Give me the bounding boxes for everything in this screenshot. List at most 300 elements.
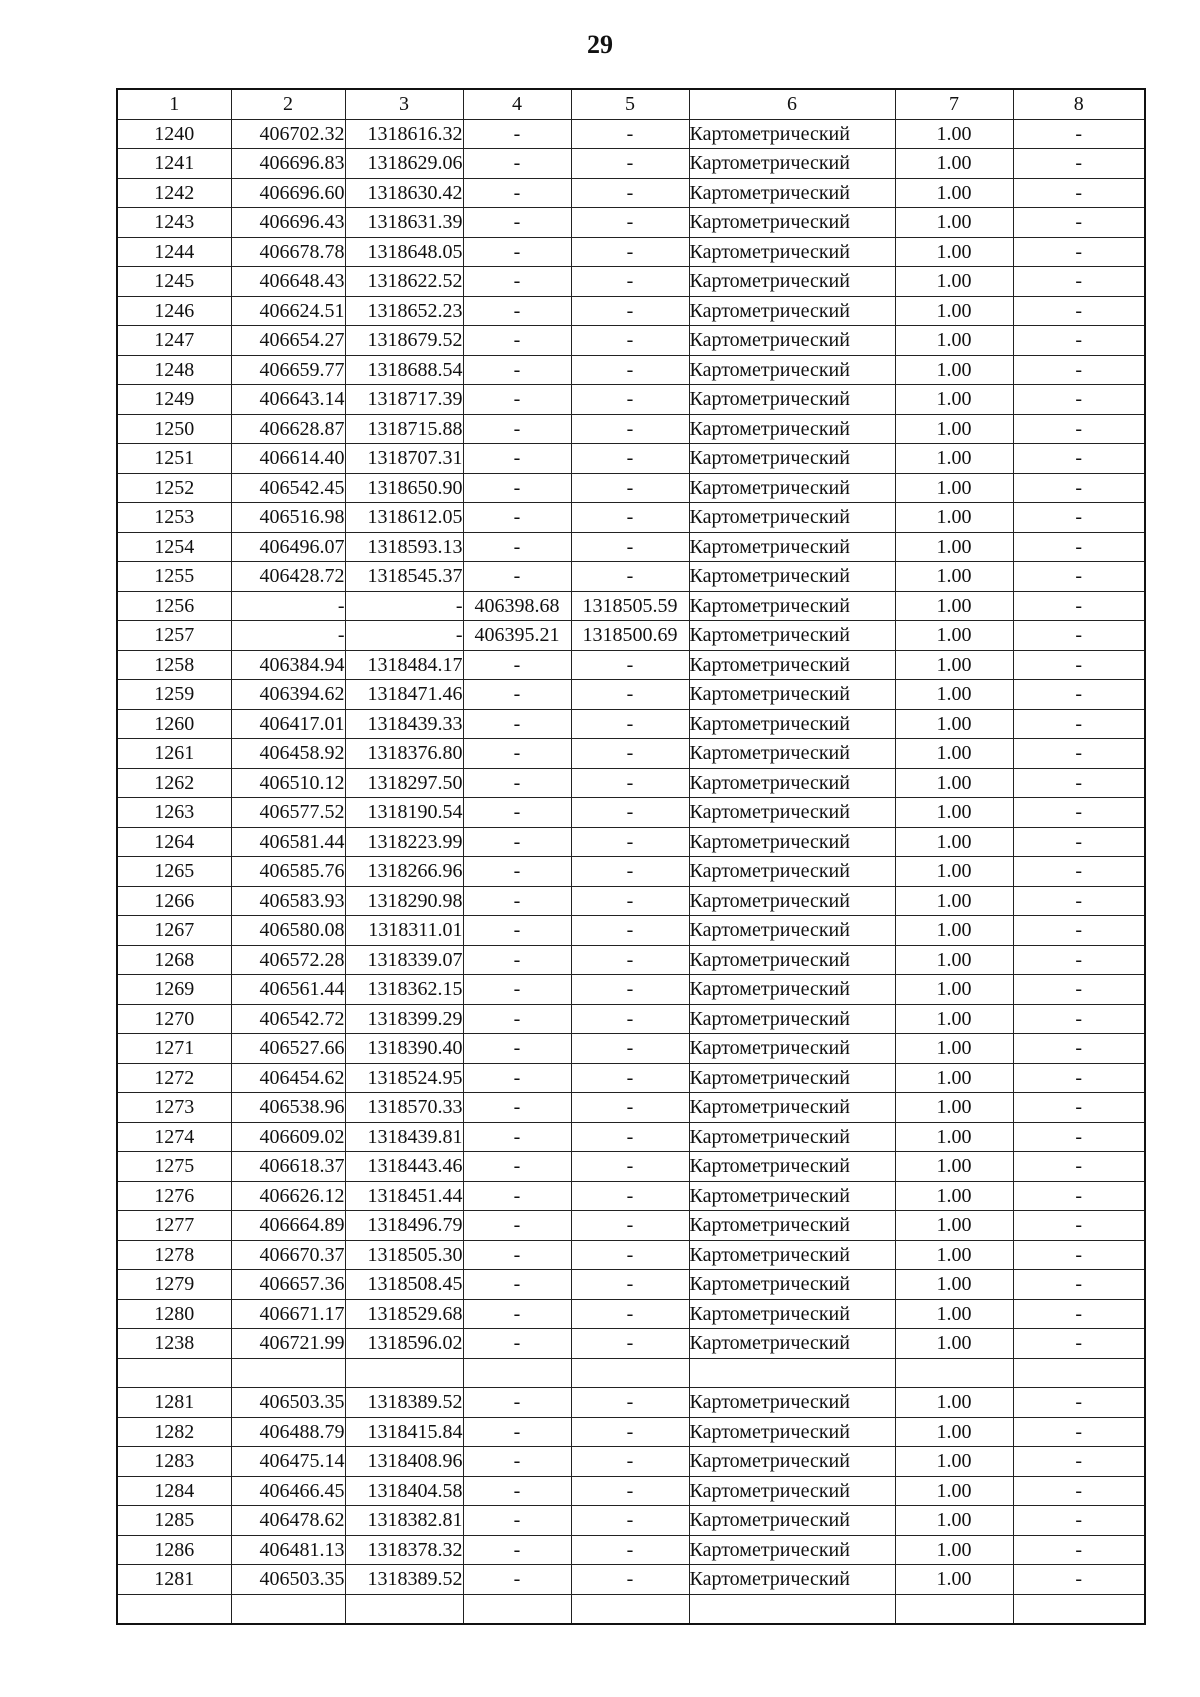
table-cell: 406624.51 — [231, 296, 345, 326]
column-header: 8 — [1013, 89, 1145, 119]
table-row — [117, 1358, 1145, 1388]
table-cell: 1275 — [117, 1152, 231, 1182]
table-cell: - — [231, 591, 345, 621]
column-header: 3 — [345, 89, 463, 119]
table-cell: - — [463, 355, 571, 385]
table-cell: - — [1013, 1240, 1145, 1270]
table-cell: 1318378.32 — [345, 1535, 463, 1565]
page-number: 29 — [587, 30, 613, 59]
table-cell: 1318652.23 — [345, 296, 463, 326]
table-cell: - — [571, 1240, 689, 1270]
table-cell: 406702.32 — [231, 119, 345, 149]
table-cell: - — [463, 149, 571, 179]
table-cell: Картометрический — [689, 208, 895, 238]
table-cell: 1.00 — [895, 621, 1013, 651]
table-row — [117, 591, 1145, 621]
table-cell: - — [463, 208, 571, 238]
table-cell: Картометрический — [689, 1565, 895, 1595]
table-cell: - — [571, 1181, 689, 1211]
table-cell: 1242 — [117, 178, 231, 208]
table-row — [117, 267, 1145, 297]
table-cell: Картометрический — [689, 473, 895, 503]
column-header: 2 — [231, 89, 345, 119]
table-cell: 1.00 — [895, 827, 1013, 857]
table-cell: 1255 — [117, 562, 231, 592]
table-cell: - — [463, 650, 571, 680]
table-cell: 406670.37 — [231, 1240, 345, 1270]
table-cell: - — [571, 1476, 689, 1506]
table-cell: - — [571, 444, 689, 474]
table-row — [117, 532, 1145, 562]
table-cell: 1318311.01 — [345, 916, 463, 946]
table-cell: 1318439.81 — [345, 1122, 463, 1152]
table-cell: - — [1013, 149, 1145, 179]
table-cell: - — [463, 1299, 571, 1329]
table-cell: 406496.07 — [231, 532, 345, 562]
table-cell: - — [571, 1034, 689, 1064]
table-cell: 1246 — [117, 296, 231, 326]
table-cell: 406659.77 — [231, 355, 345, 385]
table-cell: 1278 — [117, 1240, 231, 1270]
table-row — [117, 355, 1145, 385]
table-cell: 406696.43 — [231, 208, 345, 238]
table-cell: 1286 — [117, 1535, 231, 1565]
table-row — [117, 1063, 1145, 1093]
table-cell: 1318505.30 — [345, 1240, 463, 1270]
table-cell: 406516.98 — [231, 503, 345, 533]
table-cell: - — [1013, 975, 1145, 1005]
table-cell: 406475.14 — [231, 1447, 345, 1477]
table-cell: - — [463, 739, 571, 769]
table-cell: 1318451.44 — [345, 1181, 463, 1211]
table-cell: Картометрический — [689, 1506, 895, 1536]
table-cell: 1244 — [117, 237, 231, 267]
table-cell: - — [345, 621, 463, 651]
table-cell: 406417.01 — [231, 709, 345, 739]
table-cell: 406671.17 — [231, 1299, 345, 1329]
table-cell: 1.00 — [895, 296, 1013, 326]
table-cell: 406466.45 — [231, 1476, 345, 1506]
table-cell: 1318290.98 — [345, 886, 463, 916]
table-cell: 406384.94 — [231, 650, 345, 680]
table-cell: 1.00 — [895, 945, 1013, 975]
table-cell: 406583.93 — [231, 886, 345, 916]
table-cell: Картометрический — [689, 1122, 895, 1152]
table-cell: - — [1013, 1388, 1145, 1418]
table-cell: 1245 — [117, 267, 231, 297]
table-cell: 406481.13 — [231, 1535, 345, 1565]
table-row — [117, 1004, 1145, 1034]
table-row — [117, 1594, 1145, 1624]
table-cell: Картометрический — [689, 827, 895, 857]
table-row — [117, 680, 1145, 710]
table-cell: Картометрический — [689, 975, 895, 1005]
table-cell: 1248 — [117, 355, 231, 385]
table-cell: Картометрический — [689, 444, 895, 474]
table-cell: - — [571, 768, 689, 798]
table-cell: 1.00 — [895, 149, 1013, 179]
table-cell: - — [571, 1417, 689, 1447]
table-cell: - — [571, 650, 689, 680]
table-cell: - — [571, 1506, 689, 1536]
table-cell: - — [1013, 208, 1145, 238]
table-cell: - — [1013, 503, 1145, 533]
table-cell: Картометрический — [689, 1034, 895, 1064]
table-cell — [463, 1594, 571, 1624]
table-cell: - — [463, 503, 571, 533]
table-cell: 1318390.40 — [345, 1034, 463, 1064]
table-cell: 406478.62 — [231, 1506, 345, 1536]
table-cell: - — [463, 1388, 571, 1418]
table-cell: Картометрический — [689, 886, 895, 916]
table-cell: 406664.89 — [231, 1211, 345, 1241]
table-row — [117, 1270, 1145, 1300]
table-cell: - — [571, 945, 689, 975]
table-cell: - — [463, 267, 571, 297]
table-cell: - — [463, 916, 571, 946]
table-cell: 1279 — [117, 1270, 231, 1300]
table-cell: Картометрический — [689, 1270, 895, 1300]
table-row — [117, 886, 1145, 916]
table-row — [117, 1034, 1145, 1064]
table-cell: - — [1013, 237, 1145, 267]
table-cell: - — [463, 1063, 571, 1093]
table-cell: 1318616.32 — [345, 119, 463, 149]
table-cell: - — [1013, 1122, 1145, 1152]
table-cell: Картометрический — [689, 149, 895, 179]
table-cell: - — [1013, 1063, 1145, 1093]
table-row — [117, 709, 1145, 739]
table-cell: 1269 — [117, 975, 231, 1005]
table-cell: - — [571, 267, 689, 297]
table-cell: Картометрический — [689, 680, 895, 710]
table-cell: 1268 — [117, 945, 231, 975]
table-cell: 406538.96 — [231, 1093, 345, 1123]
table-cell: Картометрический — [689, 1299, 895, 1329]
table-cell: - — [1013, 798, 1145, 828]
table-cell: 1318439.33 — [345, 709, 463, 739]
table-cell: 406609.02 — [231, 1122, 345, 1152]
table-cell: - — [1013, 1211, 1145, 1241]
table-cell: 1.00 — [895, 473, 1013, 503]
table-cell: 1.00 — [895, 886, 1013, 916]
table-row — [117, 503, 1145, 533]
table-cell: - — [571, 886, 689, 916]
table-cell — [689, 1594, 895, 1624]
table-cell: - — [463, 945, 571, 975]
table-cell: 1281 — [117, 1388, 231, 1418]
table-cell: - — [463, 1034, 571, 1064]
table-cell: Картометрический — [689, 709, 895, 739]
table-cell: 1.00 — [895, 768, 1013, 798]
table-cell — [231, 1358, 345, 1388]
table-cell: 1318266.96 — [345, 857, 463, 887]
table-cell: Картометрический — [689, 1093, 895, 1123]
table-cell: - — [571, 562, 689, 592]
table-row — [117, 1388, 1145, 1418]
table-cell: 1.00 — [895, 1417, 1013, 1447]
table-cell: - — [571, 532, 689, 562]
table-cell: - — [1013, 1270, 1145, 1300]
table-cell: Картометрический — [689, 296, 895, 326]
table-cell: 1241 — [117, 149, 231, 179]
table-cell: 1.00 — [895, 267, 1013, 297]
table-cell: Картометрический — [689, 532, 895, 562]
table-cell: - — [571, 1270, 689, 1300]
table-row — [117, 768, 1145, 798]
table-cell: Картометрический — [689, 1063, 895, 1093]
table-cell: - — [1013, 768, 1145, 798]
table-cell — [345, 1358, 463, 1388]
table-cell: 406585.76 — [231, 857, 345, 887]
table-cell: 1274 — [117, 1122, 231, 1152]
table-row — [117, 326, 1145, 356]
table-cell: - — [463, 680, 571, 710]
table-cell: - — [571, 1535, 689, 1565]
table-row — [117, 1152, 1145, 1182]
table-cell: - — [571, 680, 689, 710]
table-cell: 1.00 — [895, 798, 1013, 828]
table-cell: 1318715.88 — [345, 414, 463, 444]
table-cell: Картометрический — [689, 1211, 895, 1241]
table-cell: 1.00 — [895, 1240, 1013, 1270]
table-cell: Картометрический — [689, 768, 895, 798]
table-cell: - — [1013, 414, 1145, 444]
table-cell: - — [1013, 1417, 1145, 1447]
table-cell: - — [463, 1535, 571, 1565]
table-cell: 1318629.06 — [345, 149, 463, 179]
table-cell: 1272 — [117, 1063, 231, 1093]
table-cell: 406581.44 — [231, 827, 345, 857]
table-cell: 1.00 — [895, 1388, 1013, 1418]
table-cell: 1.00 — [895, 916, 1013, 946]
table-cell: 1257 — [117, 621, 231, 651]
table-cell: 1250 — [117, 414, 231, 444]
table-cell: - — [1013, 827, 1145, 857]
table-cell: 1.00 — [895, 709, 1013, 739]
table-cell: 1318443.46 — [345, 1152, 463, 1182]
table-cell: 1249 — [117, 385, 231, 415]
table-cell: - — [463, 562, 571, 592]
table-cell: - — [463, 1447, 571, 1477]
table-cell: 1280 — [117, 1299, 231, 1329]
table-row — [117, 178, 1145, 208]
table-cell: 406503.35 — [231, 1565, 345, 1595]
table-cell: - — [1013, 916, 1145, 946]
table-cell: 1318297.50 — [345, 768, 463, 798]
table-cell: 1318524.95 — [345, 1063, 463, 1093]
table-cell: 1273 — [117, 1093, 231, 1123]
table-row — [117, 739, 1145, 769]
table-cell: Картометрический — [689, 621, 895, 651]
table-cell: 1251 — [117, 444, 231, 474]
table-cell: - — [571, 1299, 689, 1329]
table-cell: 1261 — [117, 739, 231, 769]
table-cell: - — [571, 326, 689, 356]
table-cell: - — [463, 119, 571, 149]
table-cell: 1.00 — [895, 1270, 1013, 1300]
table-cell: - — [1013, 1447, 1145, 1477]
table-cell: 406398.68 — [463, 591, 571, 621]
table-cell: - — [1013, 119, 1145, 149]
table-row — [117, 119, 1145, 149]
table-cell: 1247 — [117, 326, 231, 356]
table-cell: - — [463, 1506, 571, 1536]
table-cell: 1276 — [117, 1181, 231, 1211]
table-cell — [117, 1594, 231, 1624]
table-cell: - — [463, 798, 571, 828]
table-cell: 1270 — [117, 1004, 231, 1034]
table-cell: - — [571, 1122, 689, 1152]
table-cell: - — [1013, 680, 1145, 710]
table-cell: 1.00 — [895, 1093, 1013, 1123]
table-cell: 1283 — [117, 1447, 231, 1477]
table-cell: 1.00 — [895, 385, 1013, 415]
table-cell: - — [463, 326, 571, 356]
table-cell: Картометрический — [689, 1240, 895, 1270]
table-cell: 1243 — [117, 208, 231, 238]
table-cell: - — [1013, 591, 1145, 621]
table-cell: 1318596.02 — [345, 1329, 463, 1359]
table-cell: 1.00 — [895, 1122, 1013, 1152]
table-cell: 1.00 — [895, 1299, 1013, 1329]
table-cell: 406542.72 — [231, 1004, 345, 1034]
table-cell: - — [463, 975, 571, 1005]
table-cell — [895, 1358, 1013, 1388]
table-cell: - — [1013, 178, 1145, 208]
table-cell: 1271 — [117, 1034, 231, 1064]
table-cell: 1318415.84 — [345, 1417, 463, 1447]
table-cell: Картометрический — [689, 1447, 895, 1477]
table-cell: - — [1013, 1565, 1145, 1595]
table-cell: - — [463, 1329, 571, 1359]
table-cell: 1.00 — [895, 414, 1013, 444]
table-cell: - — [463, 178, 571, 208]
table-cell: 406428.72 — [231, 562, 345, 592]
table-cell: - — [1013, 709, 1145, 739]
table-cell: 1.00 — [895, 444, 1013, 474]
table-cell: 1318648.05 — [345, 237, 463, 267]
table-cell: Картометрический — [689, 650, 895, 680]
table-cell: 1264 — [117, 827, 231, 857]
table-cell: - — [1013, 886, 1145, 916]
table-cell: 1.00 — [895, 1535, 1013, 1565]
table-cell: 1.00 — [895, 1152, 1013, 1182]
table-cell: 1265 — [117, 857, 231, 887]
table-cell: 1.00 — [895, 326, 1013, 356]
table-cell: 1318529.68 — [345, 1299, 463, 1329]
table-cell — [345, 1594, 463, 1624]
table-cell: 1.00 — [895, 1476, 1013, 1506]
table-cell: - — [463, 1152, 571, 1182]
table-cell: 1.00 — [895, 1063, 1013, 1093]
table-cell: 1318707.31 — [345, 444, 463, 474]
table-body — [117, 119, 1145, 1624]
table-cell: - — [571, 503, 689, 533]
table-cell: 406643.14 — [231, 385, 345, 415]
table-row — [117, 916, 1145, 946]
table-cell: 1256 — [117, 591, 231, 621]
table-cell: Картометрический — [689, 237, 895, 267]
table-cell: Картометрический — [689, 1417, 895, 1447]
table-cell: - — [1013, 621, 1145, 651]
table-row — [117, 1447, 1145, 1477]
table-cell: - — [463, 237, 571, 267]
table-row — [117, 385, 1145, 415]
table-cell: - — [463, 414, 571, 444]
table-cell: 1318630.42 — [345, 178, 463, 208]
table-cell: 406454.62 — [231, 1063, 345, 1093]
table-row — [117, 1506, 1145, 1536]
table-row — [117, 1211, 1145, 1241]
table-cell: Картометрический — [689, 414, 895, 444]
table-cell: 1.00 — [895, 1211, 1013, 1241]
table-cell — [689, 1358, 895, 1388]
table-cell: 1318484.17 — [345, 650, 463, 680]
table-cell: - — [1013, 532, 1145, 562]
table-cell: 1263 — [117, 798, 231, 828]
table-cell: Картометрический — [689, 798, 895, 828]
table-cell: - — [571, 1152, 689, 1182]
table-cell: 1318339.07 — [345, 945, 463, 975]
table-cell: - — [463, 827, 571, 857]
table-cell: - — [1013, 267, 1145, 297]
table-cell — [117, 1358, 231, 1388]
table-cell: - — [463, 296, 571, 326]
table-cell: - — [1013, 1476, 1145, 1506]
table-cell: - — [1013, 355, 1145, 385]
table-row — [117, 473, 1145, 503]
table-row — [117, 1181, 1145, 1211]
table-cell: 1281 — [117, 1565, 231, 1595]
table-cell: 1318223.99 — [345, 827, 463, 857]
table-cell: 1.00 — [895, 1447, 1013, 1477]
table-cell: 1318389.52 — [345, 1565, 463, 1595]
table-cell: 1254 — [117, 532, 231, 562]
table-cell: 406527.66 — [231, 1034, 345, 1064]
table-cell — [231, 1594, 345, 1624]
table-cell: - — [1013, 857, 1145, 887]
table-cell: 1318399.29 — [345, 1004, 463, 1034]
table-cell: 406696.60 — [231, 178, 345, 208]
table-cell: 1267 — [117, 916, 231, 946]
table-cell: 406395.21 — [463, 621, 571, 651]
table-cell: 406648.43 — [231, 267, 345, 297]
table-cell: 1253 — [117, 503, 231, 533]
table-cell: - — [1013, 473, 1145, 503]
table-row — [117, 444, 1145, 474]
table-cell: - — [571, 916, 689, 946]
table-cell: 1318376.80 — [345, 739, 463, 769]
column-header: 1 — [117, 89, 231, 119]
table-cell: 406618.37 — [231, 1152, 345, 1182]
table-cell: - — [1013, 739, 1145, 769]
table-cell: - — [463, 1181, 571, 1211]
table-cell: 1259 — [117, 680, 231, 710]
table-cell: 406458.92 — [231, 739, 345, 769]
table-cell: - — [571, 1329, 689, 1359]
table-cell: Картометрический — [689, 857, 895, 887]
table-cell: 1318570.33 — [345, 1093, 463, 1123]
table-cell: 1318593.13 — [345, 532, 463, 562]
table-cell: 1.00 — [895, 1034, 1013, 1064]
table-cell: - — [571, 1004, 689, 1034]
table-cell: 1.00 — [895, 975, 1013, 1005]
column-header: 5 — [571, 89, 689, 119]
table-cell: - — [1013, 1004, 1145, 1034]
table-cell: Картометрический — [689, 562, 895, 592]
table-cell: 406510.12 — [231, 768, 345, 798]
